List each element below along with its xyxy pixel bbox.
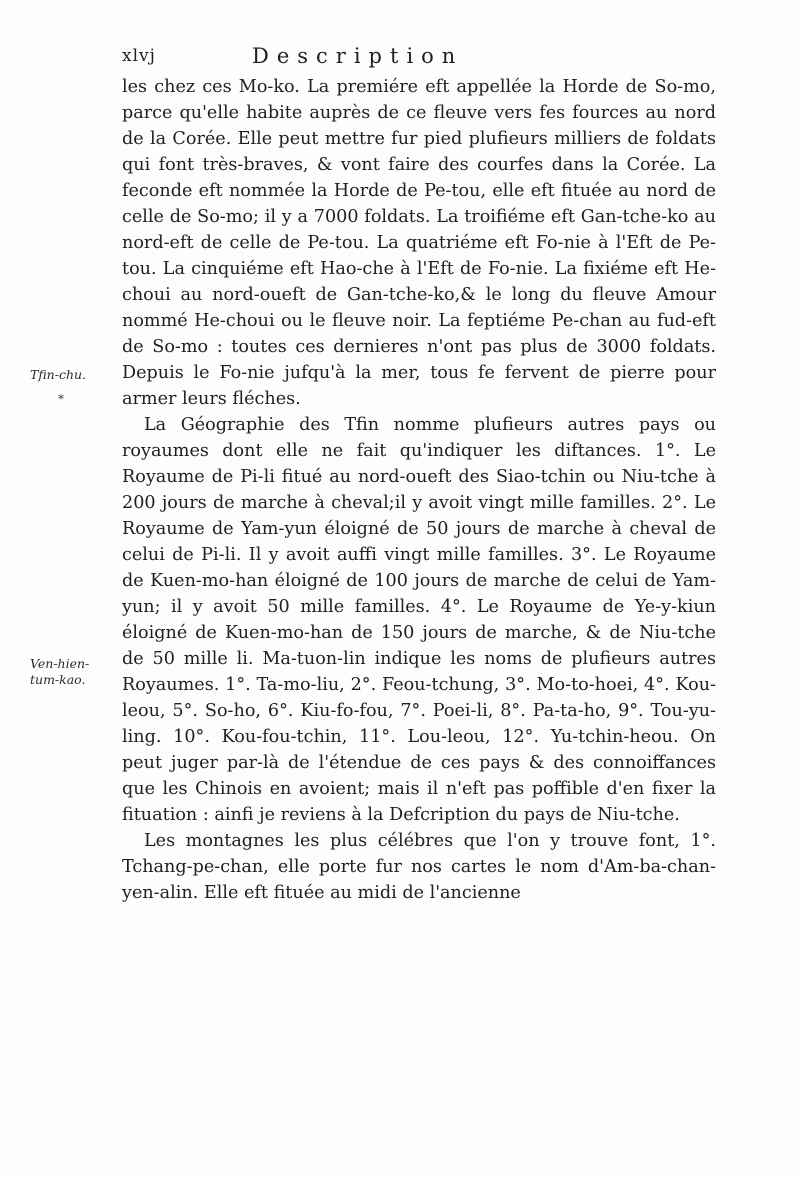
margin-note-line: tum-kao. <box>30 672 86 687</box>
margin-note-ven-hien <box>30 656 112 688</box>
body-text <box>122 74 716 906</box>
paragraph-mountains: Les montagnes les plus célébres que l'on y trouve font, 1°. Tchang-pe-chan, elle porte fur nos cartes le nom d'Am-ba-chan-yen-alin. Elle eft fituée au midi de l'ancienne <box>122 831 716 903</box>
margin-mark: * <box>58 392 64 406</box>
paragraph-geography: La Géographie des Tfin nomme plufieurs autres pays ou royaumes dont elle ne fait qu'indiquer les diftances. 1°. Le Royaume de Pi-li fitué au nord-oueft des Siao-tchin ou Niu-tche à 200 jours de marche à cheval;il y avoit vingt mille familles. 2°. Le Royaume de Yam-yun éloigné de 50 jours de marche à cheval de celui de Pi-li. Il y avoit auffi vingt mille familles. 3°. Le Royaume de Kuen-mo-han éloigné de 100 jours de marche de celui de Yam-yun; il y avoit 50 mille familles. 4°. Le Royaume de Ye-y-kiun éloigné de Kuen-mo-han de 150 jours de marche, & de Niu-tche de 50 mille li. Ma-tuon-lin indique les noms de plufieurs autres Royaumes. 1°. Ta-mo-liu, 2°. Feou-tchung, 3°. Mo-to-hoei, 4°. Kou-leou, 5°. So-ho, 6°. Kiu-fo-fou, 7°. Poei-li, 8°. Pa-ta-ho, 9°. Tou-yu-ling. 10°. Kou-fou-tchin, 11°. Lou-leou, 12°. Yu-tchin-heou. On peut juger par-là de l'étendue de ces pays & des connoiffances que les Chinois en avoient; mais il n'eft pas poffible d'en fixer la fituation : ainfi je reviens à la Defcription du pays de Niu-tche. <box>122 415 716 825</box>
running-title: Description <box>252 44 464 68</box>
page-number: xlvj <box>122 46 156 66</box>
page-header <box>122 44 714 72</box>
margin-note-tfin-chu: Tfin-chu. <box>30 367 87 382</box>
paragraph-hordes: les chez ces Mo-ko. La premiére eft appellée la Horde de So-mo, parce qu'elle habite auprès de ce fleuve vers fes fources au nord de la Corée. Elle peut mettre fur pied plufieurs milliers de foldats qui font très-braves, & vont faire des courfes dans la Corée. La feconde eft nommée la Horde de Pe-tou, elle eft fituée au nord de celle de So-mo; il y a 7000 foldats. La troifiéme eft Gan-tche-ko au nord-eft de celle de Pe-tou. La quatriéme eft Fo-nie à l'Eft de Pe-tou. La cinquiéme eft Hao-che à l'Eft de Fo-nie. La fixiéme eft He-choui au nord-oueft de Gan-tche-ko,& le long du fleuve Amour nommé He-choui ou le fleuve noir. La feptiéme Pe-chan au fud-eft de So-mo : toutes ces dernieres n'ont pas plus de 3000 foldats. Depuis le Fo-nie jufqu'à la mer, tous fe fervent de pierre pour armer leurs fléches. <box>122 77 716 409</box>
margin-note-line: Ven-hien- <box>30 656 90 671</box>
